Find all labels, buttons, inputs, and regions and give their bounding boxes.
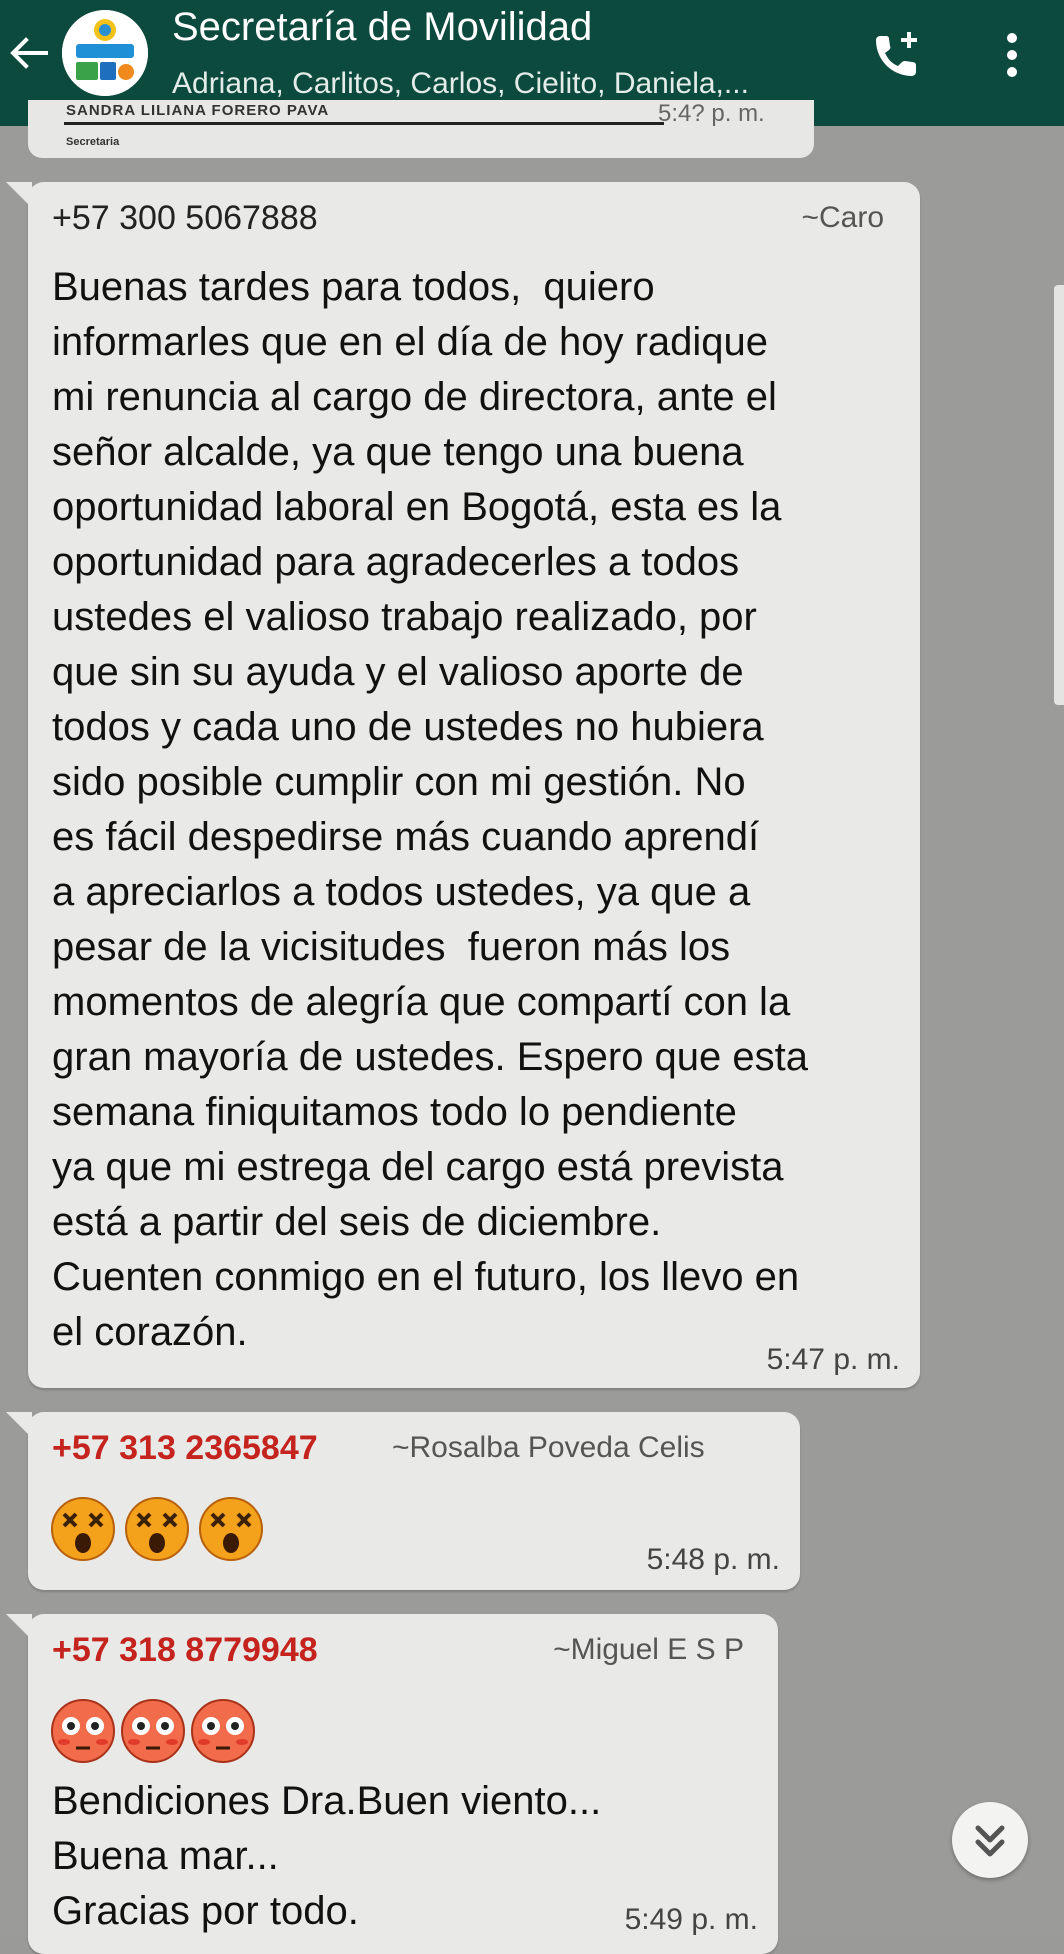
sender-alias: ~Rosalba Poveda Celis [392,1431,705,1464]
bubble-tail [6,1412,32,1438]
message-line: señor alcalde, ya que tengo una buena [52,430,744,474]
message-line: está a partir del seis de diciembre. [52,1200,662,1244]
add-call-button[interactable] [870,28,924,82]
dizzy-face-icon [124,1496,190,1562]
message-bubble[interactable] [28,182,920,1388]
sender-phone[interactable]: +57 313 2365847 [52,1429,318,1467]
signature-role: Secretaria [66,136,120,148]
message-line: pesar de la vicisitudes fueron más los [52,925,731,969]
sender-alias: ~Miguel E S P [553,1633,744,1666]
more-vert-icon [994,28,1030,82]
back-button[interactable] [6,30,52,76]
message-line: oportunidad para agradecerles a todos [52,540,740,584]
message-bubble[interactable] [28,1614,778,1954]
double-chevron-down-icon [952,1802,1028,1878]
flushed-face-icon [50,1698,116,1764]
message-line: ustedes el valioso trabajo realizado, por [52,595,757,639]
message-time: 5:47 p. m. [766,1343,900,1376]
overflow-menu-button[interactable] [994,28,1030,82]
message-line: a apreciarlos a todos ustedes, ya que a [52,870,751,914]
message-line: oportunidad laboral en Bogotá, esta es la [52,485,782,529]
message-bubble[interactable] [28,1412,800,1590]
dizzy-face-icon [50,1496,116,1562]
message-line: ya que mi estrega del cargo está prevista [52,1145,784,1189]
sender-phone[interactable]: +57 318 8779948 [52,1631,318,1669]
message-time: 5:4? p. m. [658,100,765,127]
message-time: 5:49 p. m. [624,1903,758,1936]
message-time: 5:48 p. m. [646,1543,780,1576]
message-line: es fácil despedirse más cuando aprendí [52,815,760,859]
message-line: sido posible cumplir con mi gestión. No [52,760,746,804]
signature-line [64,122,664,125]
group-avatar[interactable] [62,10,148,96]
sender-alias: ~Caro [801,201,884,234]
message-line: mi renuncia al cargo de directora, ante el [52,375,777,419]
message-line: Buenas tardes para todos, quiero [52,265,655,309]
message-line: que sin su ayuda y el valioso aporte de [52,650,744,694]
scroll-to-bottom-button[interactable] [952,1802,1028,1878]
participants-list[interactable]: Adriana, Carlitos, Carlos, Cielito, Daniela,... [172,67,749,100]
signature-name: SANDRA LILIANA FORERO PAVA [66,102,330,119]
message-line: Buena mar... [52,1834,279,1878]
message-line: todos y cada uno de ustedes no hubiera [52,705,764,749]
message-line: Bendiciones Dra.Buen viento... [52,1779,602,1823]
sender-phone[interactable]: +57 300 5067888 [52,199,318,237]
bubble-tail [6,1614,32,1640]
scrollbar[interactable] [1054,285,1064,705]
arrow-left-icon [6,30,52,76]
message-line: semana finiquitamos todo lo pendiente [52,1090,737,1134]
message-line: momentos de alegría que compartí con la [52,980,791,1024]
message-line: Gracias por todo. [52,1889,359,1933]
flushed-face-icon [190,1698,256,1764]
message-line: Cuenten conmigo en el futuro, los llevo en [52,1255,800,1299]
message-line: el corazón. [52,1310,248,1354]
message-line: informarles que en el día de hoy radique [52,320,769,364]
add-call-icon [870,28,924,82]
flushed-face-icon [120,1698,186,1764]
previous-message-bubble[interactable] [28,100,814,158]
message-line: gran mayoría de ustedes. Espero que esta [52,1035,809,1079]
chat-title[interactable]: Secretaría de Movilidad [172,5,593,49]
dizzy-face-icon [198,1496,264,1562]
bubble-tail [6,182,32,208]
group-logo [62,10,148,96]
